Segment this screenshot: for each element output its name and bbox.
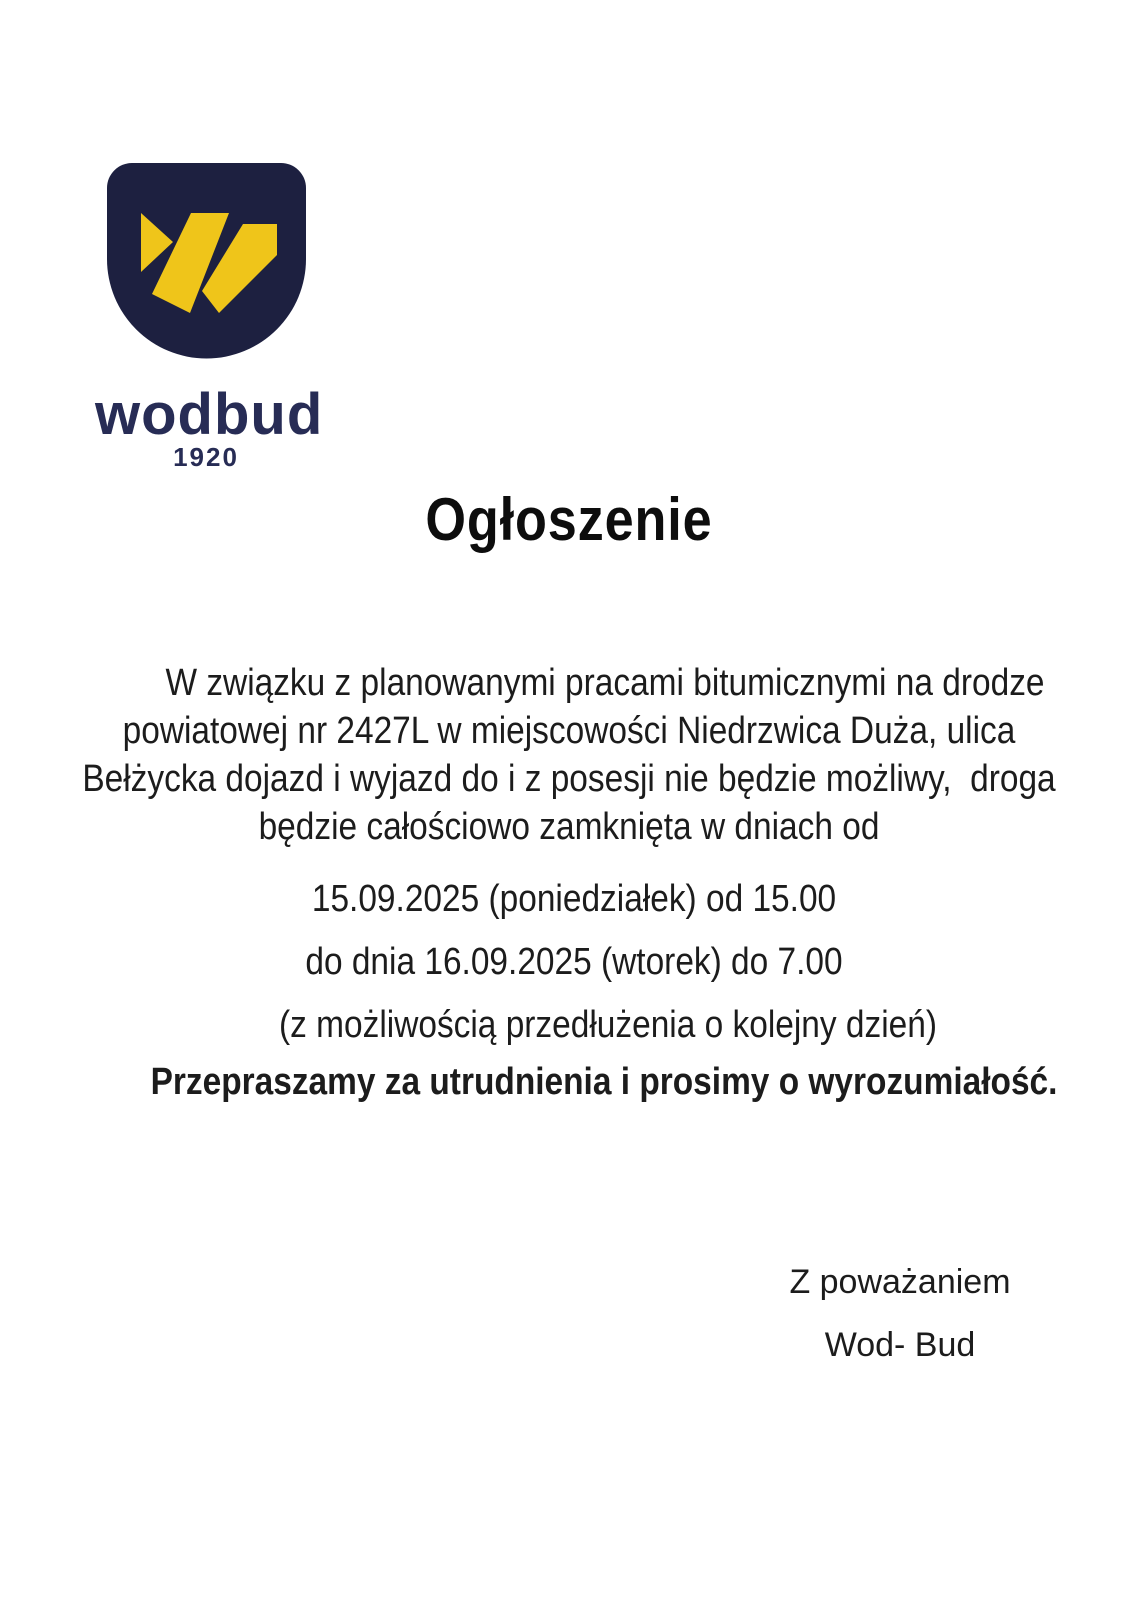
date-line-start: 15.09.2025 (poniedziałek) od 15.00 <box>311 878 837 920</box>
signoff <box>630 1258 1138 1369</box>
body-line-1: W związku z planowanymi pracami bitumicznymi na drodze <box>165 662 1045 704</box>
apology-line: Przepraszamy za utrudnienia i prosimy o wyrozumiałość. <box>150 1061 1058 1103</box>
company-logo <box>95 163 324 472</box>
page-title: Ogłoszenie <box>425 486 713 553</box>
date-line-end: do dnia 16.09.2025 (wtorek) do 7.00 <box>305 941 843 983</box>
body-line-4: będzie całościowo zamknięta w dniach od <box>258 806 880 848</box>
wodbud-shield-icon <box>107 163 306 359</box>
extension-note-line: (z możliwością przedłużenia o kolejny dzień) <box>279 1004 937 1046</box>
brand-wordmark: wodbud <box>95 382 324 447</box>
body-line-2: powiatowej nr 2427L w miejscowości Niedrzwica Duża, ulica <box>122 710 1016 752</box>
signature-line: Wod- Bud <box>824 1326 976 1364</box>
closing-line: Z poważaniem <box>789 1263 1011 1301</box>
body-line-3: Bełżycka dojazd i wyjazd do i z posesji nie będzie możliwy, droga <box>82 758 1056 800</box>
announcement-body <box>0 659 1138 1106</box>
brand-year: 1920 <box>173 442 239 472</box>
